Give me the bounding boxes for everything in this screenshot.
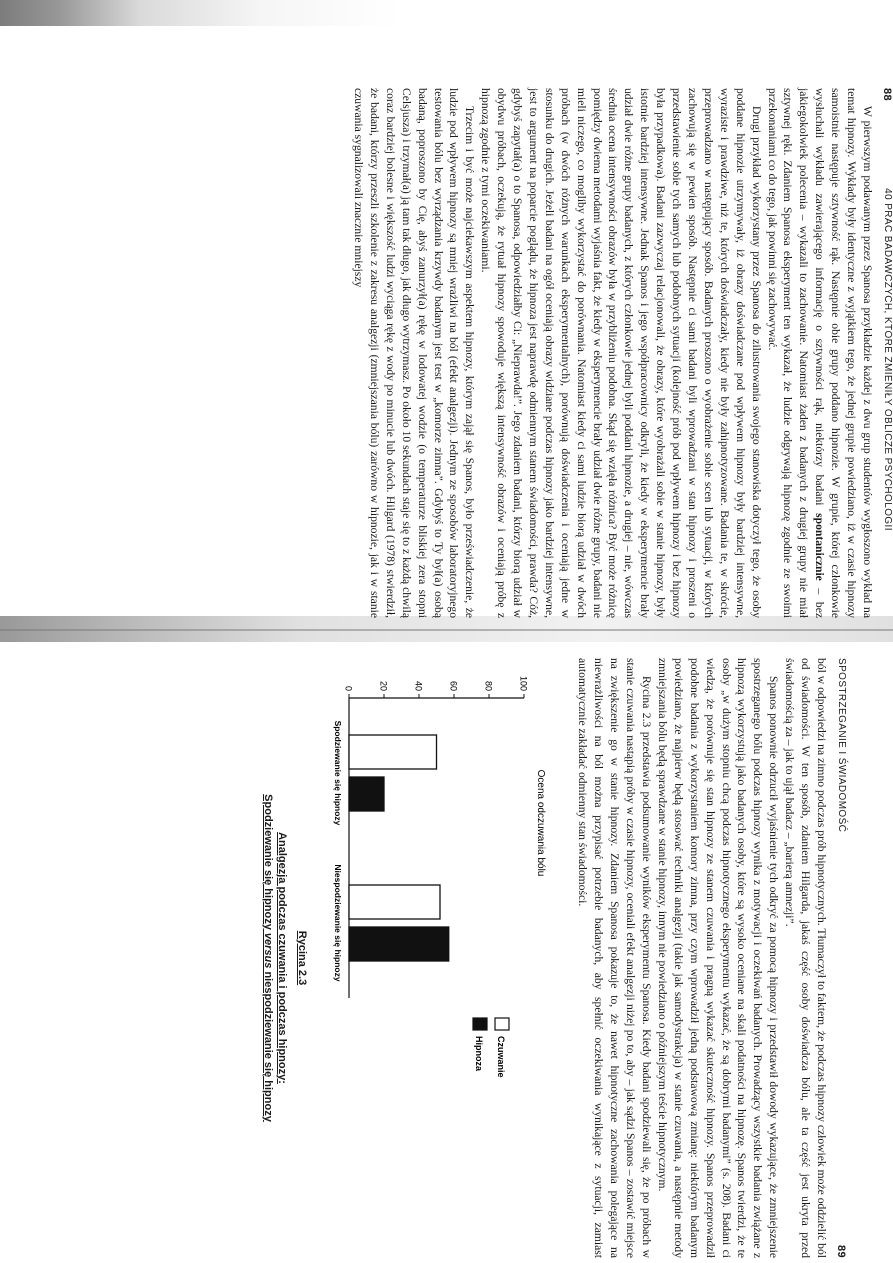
chart-legend xyxy=(474,1018,510,1078)
bold-term: spontanicznie xyxy=(813,513,827,581)
legend-label: Hipnoza xyxy=(474,1036,485,1071)
paragraph: Drugi przykład wykorzystany przez Spanosa do zilustrowania swojego stanowiska dotyczył tego, że osoby poddane hipnozie utrzymywały, iż obrazy doświadczane pod wpływem hipnozy były bardziej intensywne, wyraziste i prawdziwe, niż te, których doświadczały, kiedy nie były zahipnotyzowane. Badania te, w skrócie, przeprowadzano w następujący sposób. Badanych proszono o wyobrażenie sobie scen lub sytuacji, w których zachowują się w pewien sposób. Następnie ci sami badani byli wprowadzani w stan hipnozy i proszeni o przedstawienie sobie tych samych lub podobnych sytuacji (kolejność prób pod wpływem hipnozy i bez hipnozy była przypadkowa). Badani zazwyczaj relacjonowali, że obrazy, które wyobrażali sobie w stanie hipnozy, były istotnie bardziej intensywne. Jednak Spanos i jego współpracownicy odkryli, że kiedy w eksperymencie brały udział dwie różne grupy badanych, z których członkowie jednej byli poddani hipnozie, a drugiej – nie, wówczas średnia ocena intensywności obrazów była w przybliżeniu podobna. Skąd się wzięła różnica? Być może różnicę pomiędzy dwiema metodami wyjaśnia fakt, że kiedy w eksperymencie brały udział dwie różne grupy, badani nie mieli niczego, co mogliby wykorzystać do porównania. Natomiast kiedy ci sami ludzie biorą udział w dwóch próbach (w dwóch różnych warunkach eksperymentalnych), porównują doświadczenia i oceniają jedne w stosunku do drugich. Jeżeli badani na ogół oceniają obrazy widziane podczas hipnozy jako bardziej intensywne, jest to argument na poparcie poglądu, że hipnoza jest naprawdę odmiennym stanem świadomości, prawda? Cóż, gdybyś zapytał(a) o to Spanosa, odpowiedziałby Ci: „Nieprawda!”. Jego zdaniem badani, którzy biorą udział w obydwu próbach, oczekują, że rytuał hipnozy spowoduje większą intensywność obrazów i oceniają próbę z hipnozą zgodnie z tymi oczekiwaniami. xyxy=(479,88,763,618)
page-89 xyxy=(0,640,893,1263)
running-head xyxy=(875,88,893,618)
paragraph: Trzecim i być może najciekawszym aspektem hipnozy, którym zajął się Spanos, było przeświadczenie, że ludzie pod wpływem hipnozy są mniej wrażliwi na ból (efekt analgezji). Jednym ze sposobów laboratoryjnego testowania bólu bez wyrządzania krzywdy badanym jest test w „komorze zimna”. Gdybyś to Ty był(a) osobą badaną, poproszono by Cię, abyś zanurzył(a) rękę w lodowatej wodzie (o temperaturze bliskiej zera stopni Celsjusza) i trzymał(a) ją tam tak długo, jak długo wytrzymasz. Po około 10 sekundach staje się to z każdą chwilą coraz bardziej bolesne i większość ludzi wyciąga rękę z wody po minucie lub dwóch. Hilgard (1978) stwierdził, że badani, którzy przeszli szkolenie z zakresu analgezji (zmniejszania bólu) zarówno w hipnozie, jak i w stanie czuwania sygnalizowali znacznie mniejszy xyxy=(352,88,477,618)
figure-caption xyxy=(262,658,310,1258)
paragraph: Spanos ponownie odrzucił wyjaśnienie tych odkryć za pomocą hipnozy i przedstawił dowody wykazujące, że zmniejszenie spostrzeganego bólu podczas hipnozy wynika z motywacji i oczekiwań badanych. Prowadzący wszystkie badania zwiążane z hipnozą wykorzystują jako badanych osoby, które są wysoko oceniane na skali podatności na hipnozę. Spanos twierdzi, że te osoby „w dużym stopniu chcą podczas hipnotycznego eksperymentu wykazać, że są dobrymi badanymi” (s. 208). Badani ci wiedzą, że porównuje się stan hipnozy ze stanem czuwania i pragną wykazać skuteczność hipnozy. Spanos przeprowadził podobne badania z wykorzystaniem komory zimna, przy czym wprowadził jedną podstawową zmianę: niektórym badanym powiedziano, że najpierw będą stosować techniki analgezji (takie jak samodystrakcja) w stanie czuwania, a następnie metody zmniejszania bólu będą sprawdzane w stanie hipnozy, innym nie powiedziano o późniejszym teście hipnotycznym. xyxy=(655,658,781,1258)
legend-swatch-hipnoza xyxy=(474,1018,488,1030)
page-number: 88 xyxy=(881,88,893,102)
y-tick-label: 0 xyxy=(344,685,354,691)
caption-line-1: Analgezja podczas czuwania i podczas hipnozy: xyxy=(276,832,289,1084)
legend-swatch-czuwanie xyxy=(496,1018,510,1030)
category-label: Niespodziewanie się hipnozy xyxy=(333,864,344,982)
running-head-title: SPOSTRZEGANIE I ŚWIADOMOŚĆ xyxy=(836,658,847,833)
category-label: Spodziewanie się hipnozy xyxy=(333,720,344,826)
y-tick-label: 100 xyxy=(519,675,529,691)
bar-hipnoza-1 xyxy=(350,777,385,811)
y-tick-label: 60 xyxy=(449,680,459,691)
chart-category-labels xyxy=(334,721,344,982)
y-tick-label: 20 xyxy=(379,680,389,691)
figure-2-3 xyxy=(225,658,555,1258)
bar-hipnoza-2 xyxy=(350,927,450,961)
y-tick-label: 40 xyxy=(414,680,424,691)
bar-chart xyxy=(310,658,555,1258)
page-88 xyxy=(0,0,893,620)
figure-number: Rycina 2.3 xyxy=(296,930,309,986)
page-89-text xyxy=(575,658,830,1258)
book-spine xyxy=(0,629,893,631)
chart-title: Ocena odczuwania bólu xyxy=(535,769,547,877)
running-head-title: 40 PRAC BADAWCZYCH, KTÓRE ZMIENIŁY OBLICZE PSYCHOLOGII xyxy=(882,188,893,531)
paragraph: W pierwszym podawanym przez Spanosa przykładzie każdej z dwu grup studentów wygłoszono wykład na temat hipnozy. Wykłady były identyczne z wyjątkiem tego, że jednej grupie powiedziano, iż w czasie hipnozy samoistnie następuje sztywność rąk. Następnie obie grupy poddano hipnozie. W grupie, której członkowie wysłuchali wykładu zawierającego informację o sztywności rąk, niektórzy badani spontanicznie – bez jakiegokolwiek polecenia – wykazali to zachowanie. Natomiast żaden z badanych z drugiej grupy nie miał sztywnej ręki. Zdaniem Spanosa eksperyment ten wykazał, że ludzie odgrywają hipnozę zgodnie ze swoimi przekonaniami co do tego, jak powinni się zachowywać. xyxy=(765,88,874,618)
caption-line-2: Spodziewanie się hipnozy versus niespodziewanie się hipnozy xyxy=(262,794,275,1122)
running-head xyxy=(829,658,847,1258)
chart-bars xyxy=(350,735,450,961)
paragraph: Rycina 2.3 przedstawia podsumowanie wyników eksperymentu Spanosa. Kiedy badani spodziewali się, że po próbach w stanie czuwania nastąpią próby w czasie hipnozy, oceniali efekt analgezji niżej po to, aby – jak sądzi Spanos – zostawić miejsce na zwiększenie go w stanie hipnozy. Zdaniem Spanosa pokazuje to, że nawet hipnotyczne zachowania polegające na niewrażliwości na ból można przypisać potrzebie badanych, aby spełnić oczekiwania wynikające z sytuacji, zamiast automatycznie zakładać odmienny stan świadomości. xyxy=(576,658,654,1258)
bar-czuwanie-2 xyxy=(350,885,441,919)
page-number: 89 xyxy=(835,1244,847,1258)
bar-czuwanie-1 xyxy=(350,735,438,769)
paragraph: ból w odpowiedzi na zimno podczas prób hipnotycznych. Tłumaczył to faktem, że podczas hipnozy człowiek może oddzielić ból od świadomości. W ten sposób, zdaniem Hilgarda, jakaś część osoby doświadcza bólu, ale ta część jest ukryta przed świadomością za – jak to ujął badacz – „barierą amnezji”. xyxy=(783,658,828,1258)
legend-label: Czuwanie xyxy=(496,1036,507,1078)
y-tick-label: 80 xyxy=(484,680,494,691)
page-88-text xyxy=(350,88,875,618)
